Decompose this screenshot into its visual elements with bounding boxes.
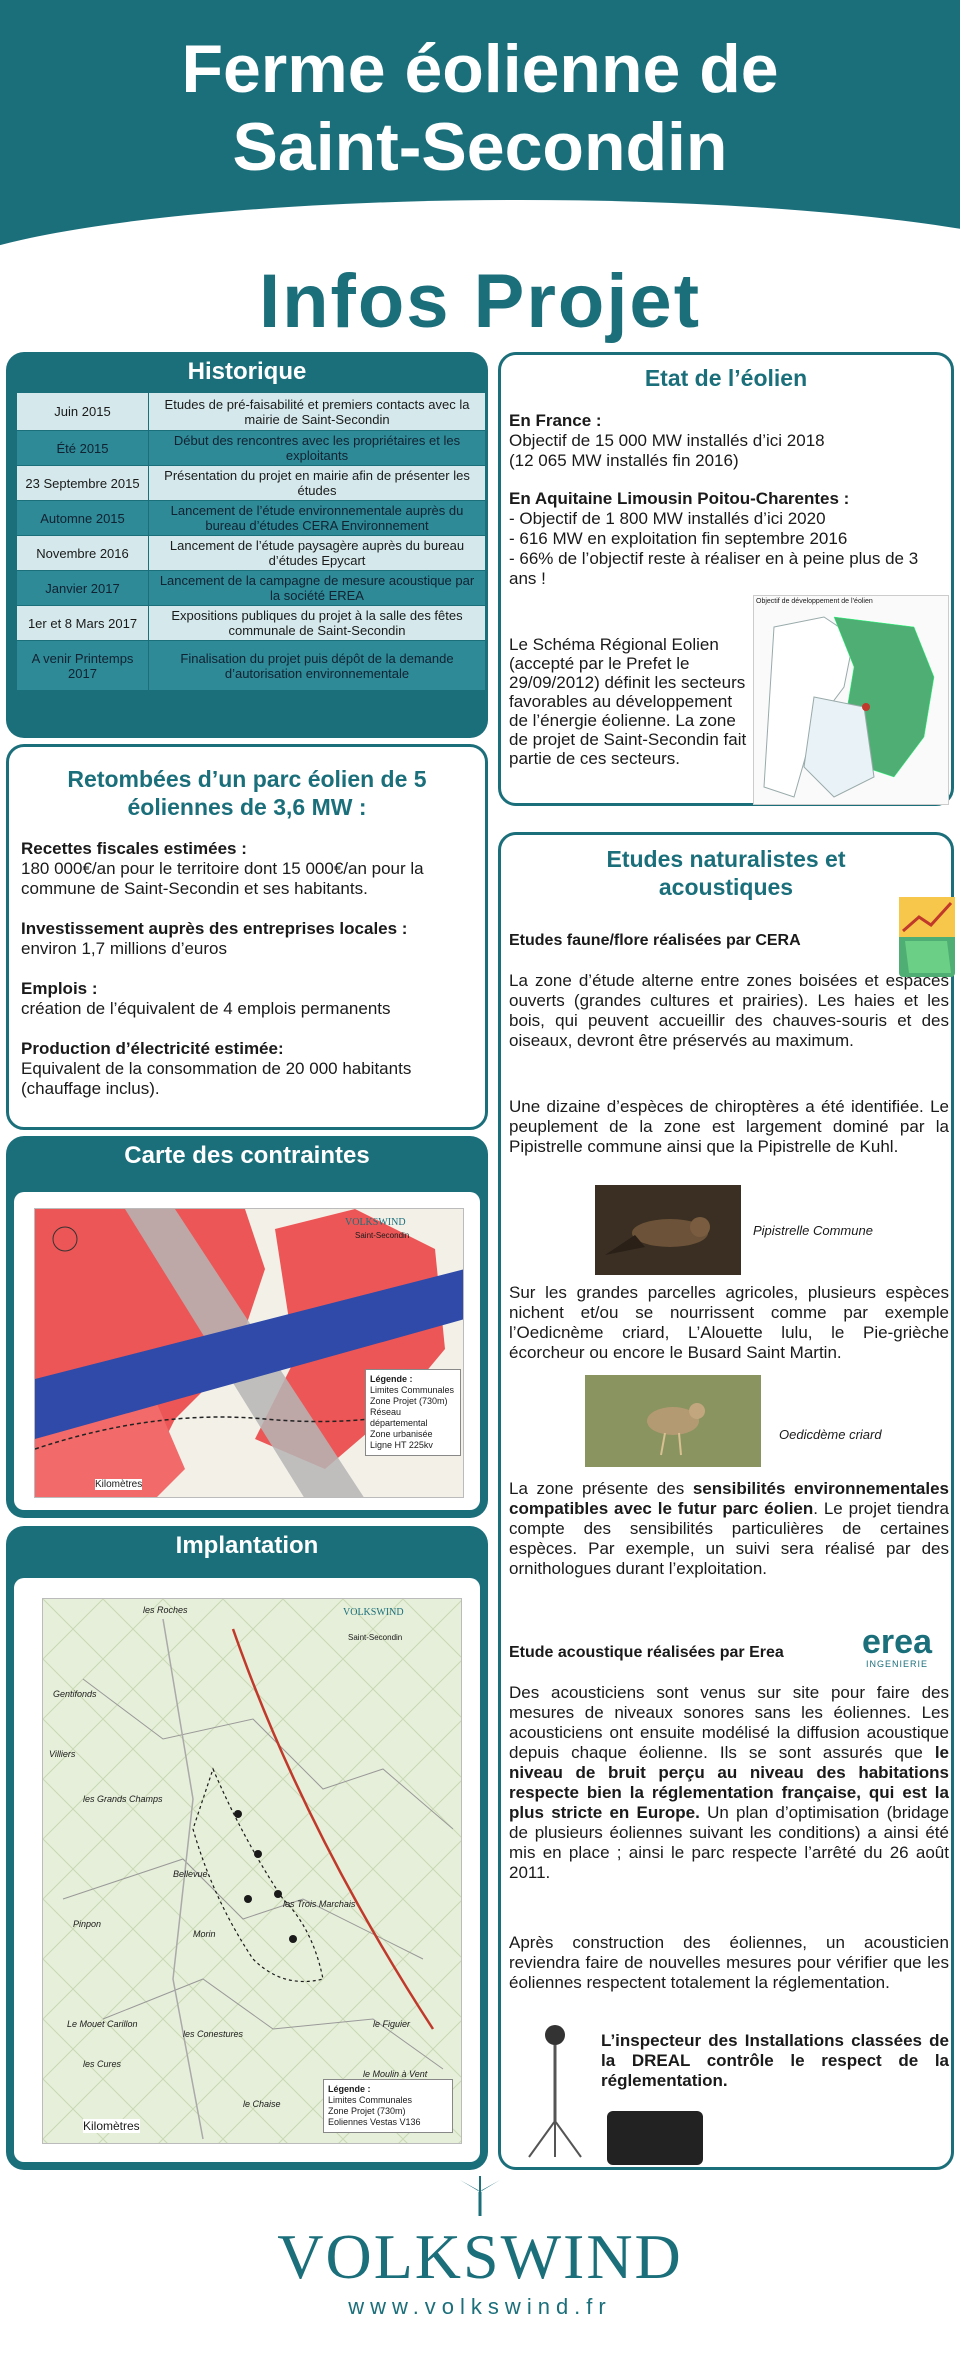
historique-date: Janvier 2017 [17, 571, 149, 606]
retombees-list [9, 821, 485, 1099]
contraintes-title: Carte des contraintes [124, 1142, 370, 1169]
contraintes-panel [6, 1136, 488, 1518]
retombees-panel [6, 744, 488, 1130]
bat-photo [595, 1185, 741, 1275]
bat-caption: Pipistrelle Commune [753, 1223, 873, 1238]
historique-row [17, 606, 486, 641]
faune-paragraph-1: La zone d’étude alterne entre zones boisées et espaces ouverts (grandes cultures et prairies). Les haies et les bois, qui peuvent accueillir des chauves-souris et des oiseaux, devront être préservés au maximum. [509, 971, 949, 1050]
footer-logo [0, 2220, 960, 2320]
etat-region-label: En Aquitaine Limousin Poitou-Charentes : [509, 489, 850, 508]
retombees-item [21, 979, 473, 1019]
historique-date: Novembre 2016 [17, 536, 149, 571]
contraintes-legend-item: Zone urbanisée [370, 1429, 433, 1439]
etat-france-label: En France : [509, 411, 602, 430]
faune-p4-start: La zone présente des [509, 1479, 693, 1498]
historique-panel [6, 352, 488, 738]
faune-paragraph-3: Sur les grandes parcelles agricoles, plusieurs espèces nichent et/ou se nourrissent comme par exemple l’Oedicnème criard, L’Alouette lulu, le Pie-grièche écorcheur ou encore le Busard Saint Martin. [509, 1283, 949, 1362]
map-place-label: Gentifonds [53, 1689, 97, 1699]
etat-region-map [753, 595, 949, 805]
header-banner [0, 0, 960, 250]
header-swoosh [0, 200, 960, 250]
retombees-item-label: Production d’électricité estimée: [21, 1039, 284, 1058]
acou-p1-bold: le niveau de bruit perçu au niveau des habitations respecte bien la réglementation française, qui est la plus stricte en Europe. [509, 1743, 949, 1822]
map-place-label: Pinpon [73, 1919, 102, 1929]
contraintes-legend [365, 1369, 461, 1456]
faune-p4-bold: sensibilités environnementales compatibles avec le futur parc éolien [509, 1479, 950, 1518]
historique-row [17, 641, 486, 691]
implantation-legend [323, 2079, 453, 2133]
dreal-text: L’inspecteur des Installations classées de la DREAL contrôle le respect de la réglementation. [601, 2031, 949, 2090]
contraintes-legend-title: Légende : [370, 1374, 413, 1384]
retombees-item-label: Investissement auprès des entreprises locales : [21, 919, 408, 938]
etudes-title: Etudes naturalistes et acoustiques [606, 846, 846, 900]
faune-paragraph-4 [509, 1479, 949, 1579]
historique-date: Juin 2015 [17, 393, 149, 431]
turbine-icon [440, 2176, 520, 2216]
bat-illustration [595, 1185, 741, 1275]
footer-website[interactable]: www.volkswind.fr [348, 2294, 612, 2319]
contraintes-map-brand: VOLKSWIND [345, 1217, 406, 1228]
retombees-item-label: Recettes fiscales estimées : [21, 839, 247, 858]
historique-row [17, 431, 486, 466]
page-title [0, 30, 960, 186]
faune-p4-end: . Le projet tiendra compte des sensibilités particulières de certaines espèces. Par exemple, un suivi sera réalisé par des ornithologues durant l’exploitation. [509, 1499, 949, 1578]
title-line-2: Saint-Secondin [232, 109, 728, 185]
etat-region-line: - 66% de l’objectif reste à réaliser en à peine plus de 3 ans ! [509, 549, 919, 588]
acou-p1-end: Un plan d’optimisation (bridage de plusieurs éoliennes suivant les conditions) a ainsi été mis en place ; ainsi le parc respecte l’arrêté du 26 août 2011. [509, 1803, 949, 1882]
historique-event: Lancement de l’étude paysagère auprès du bureau d’études Epycart [149, 536, 486, 571]
footer-brand: VOLKSWIND [277, 2221, 683, 2292]
acoustique-label: Etude acoustique réalisées par Erea [509, 1644, 784, 1661]
historique-date: 1er et 8 Mars 2017 [17, 606, 149, 641]
historique-event: Etudes de pré-faisabilité et premiers contacts avec la mairie de Saint-Secondin [149, 393, 486, 431]
contraintes-map-caption: Saint-Secondin [355, 1231, 410, 1240]
map-place-label: Le Mouet Carillon [67, 2019, 138, 2029]
map-place-label: les Roches [143, 1605, 188, 1615]
historique-event: Lancement de la campagne de mesure acoustique par la société EREA [149, 571, 486, 606]
etat-text [509, 411, 949, 589]
faune-label: Etudes faune/flore réalisées par CERA [509, 932, 801, 949]
historique-row [17, 393, 486, 431]
historique-row [17, 571, 486, 606]
implantation-map-frame [14, 1578, 480, 2162]
contraintes-map [34, 1208, 464, 1498]
implantation-map-brand: VOLKSWIND [343, 1607, 404, 1618]
historique-date: 23 Septembre 2015 [17, 466, 149, 501]
bird-photo [585, 1375, 761, 1467]
map-place-label: les Conestures [183, 2029, 244, 2039]
historique-table [16, 392, 486, 691]
contraintes-map-scale: Kilomètres [95, 1479, 143, 1490]
cera-chart-icon [899, 897, 955, 977]
etat-srce-text: Le Schéma Régional Eolien (accepté par le Prefet le 29/09/2012) définit les secteurs favorables au développement de l’énergie éolienne. La zone de projet de Saint-Secondin fait partie de ces secteurs. [509, 635, 747, 768]
historique-event: Lancement de l’étude environnementale auprès du bureau d’études CERA Environnement [149, 501, 486, 536]
etat-region-line: - 616 MW en exploitation fin septembre 2016 [509, 529, 848, 548]
contraintes-legend-item: Réseau départemental [370, 1407, 428, 1428]
map-place-label: les Grands Champs [83, 1794, 163, 1804]
map-place-label: les Trois Marchais [283, 1899, 356, 1909]
page-subtitle: Infos Projet [258, 259, 702, 344]
historique-row [17, 466, 486, 501]
map-place-label: Villiers [49, 1749, 76, 1759]
faune-paragraph-2: Une dizaine d’espèces de chiroptères a été identifiée. Le peuplement de la zone est largement dominé par la Pipistrelle commune ainsi que la Pipistrelle de Kuhl. [509, 1097, 949, 1156]
retombees-item-text: environ 1,7 millions d’euros [21, 939, 227, 958]
implantation-title: Implantation [175, 1532, 319, 1559]
contraintes-legend-item: Ligne HT 225kv [370, 1440, 433, 1450]
acoustique-paragraph-1 [509, 1683, 949, 1883]
historique-title: Historique [187, 358, 307, 385]
etudes-panel [498, 832, 954, 2170]
map-place-label: le Figuier [373, 2019, 411, 2029]
retombees-item [21, 1039, 473, 1099]
cera-logo [899, 897, 955, 977]
retombees-title: Retombées d’un parc éolien de 5 éoliennes de 3,6 MW : [67, 766, 427, 820]
implantation-legend-title: Légende : [328, 2084, 371, 2094]
erea-logo [847, 1625, 947, 1669]
measure-case [607, 2111, 703, 2165]
implantation-legend-item: Limites Communales [328, 2095, 413, 2105]
retombees-item-label: Emplois : [21, 979, 98, 998]
historique-event: Finalisation du projet puis dépôt de la demande d’autorisation environnementale [149, 641, 486, 691]
retombees-item [21, 919, 473, 959]
acou-p1-start: Des acousticiens sont venus sur site pour faire des mesures de niveaux sonores sans les éoliennes. Les acousticiens ont ensuite modélisé la diffusion acoustique depuis chaque éolienne. Ils se sont assurés que [509, 1683, 949, 1762]
map-place-label: le Moulin à Vent [363, 2069, 428, 2079]
etat-panel [498, 352, 954, 806]
etat-title: Etat de l’éolien [644, 365, 808, 391]
contraintes-legend-item: Limites Communales [370, 1385, 455, 1395]
retombees-item-text: 180 000€/an pour le territoire dont 15 000€/an pour la commune de Saint-Secondin et ses habitants. [21, 859, 424, 898]
title-line-1: Ferme éolienne de [181, 31, 779, 107]
etat-france-line: (12 065 MW installés fin 2016) [509, 451, 739, 470]
etat-france-line: Objectif de 15 000 MW installés d’ici 2018 [509, 431, 825, 450]
historique-event: Début des rencontres avec les propriétaires et les exploitants [149, 431, 486, 466]
historique-event: Présentation du projet en mairie afin de présenter les études [149, 466, 486, 501]
historique-row [17, 501, 486, 536]
map-place-label: Morin [193, 1929, 216, 1939]
implantation-legend-item: Zone Projet (730m) [328, 2106, 406, 2116]
historique-date: Été 2015 [17, 431, 149, 466]
implantation-map-scale: Kilomètres [83, 2119, 140, 2133]
turbine-graphic [440, 2176, 520, 2216]
contraintes-map-frame [14, 1192, 480, 1510]
etat-map-graphic [754, 607, 948, 803]
historique-date: A venir Printemps 2017 [17, 641, 149, 691]
implantation-map-caption: Saint-Secondin [348, 1633, 403, 1642]
retombees-item-text: Equivalent de la consommation de 20 000 habitants (chauffage inclus). [21, 1059, 412, 1098]
erea-logo-text: erea [862, 1623, 932, 1661]
retombees-item-text: création de l’équivalent de 4 emplois permanents [21, 999, 391, 1018]
historique-date: Automne 2015 [17, 501, 149, 536]
contraintes-legend-item: Zone Projet (730m) [370, 1396, 448, 1406]
etat-region-line: - Objectif de 1 800 MW installés d’ici 2020 [509, 509, 826, 528]
bird-illustration [585, 1375, 761, 1467]
map-place-label: Bellevue [173, 1869, 208, 1879]
map-place-label: les Cures [83, 2059, 122, 2069]
etat-map-title: Objectif de développement de l’éolien [756, 598, 873, 605]
acoustique-paragraph-2: Après construction des éoliennes, un acousticien reviendra faire de nouvelles mesures pour vérifier que les éoliennes respectent totalement la réglementation. [509, 1933, 949, 1992]
implantation-panel [6, 1526, 488, 2170]
bird-caption: Oedicdème criard [779, 1427, 882, 1442]
historique-event: Expositions publiques du projet à la salle des fêtes communale de Saint-Secondin [149, 606, 486, 641]
historique-row [17, 536, 486, 571]
erea-logo-sub: INGENIERIE [865, 1659, 928, 1669]
map-place-label: le Chaise [243, 2099, 281, 2109]
implantation-legend-item: Eoliennes Vestas V136 [328, 2117, 421, 2127]
implantation-map [42, 1598, 462, 2144]
retombees-item [21, 839, 473, 899]
